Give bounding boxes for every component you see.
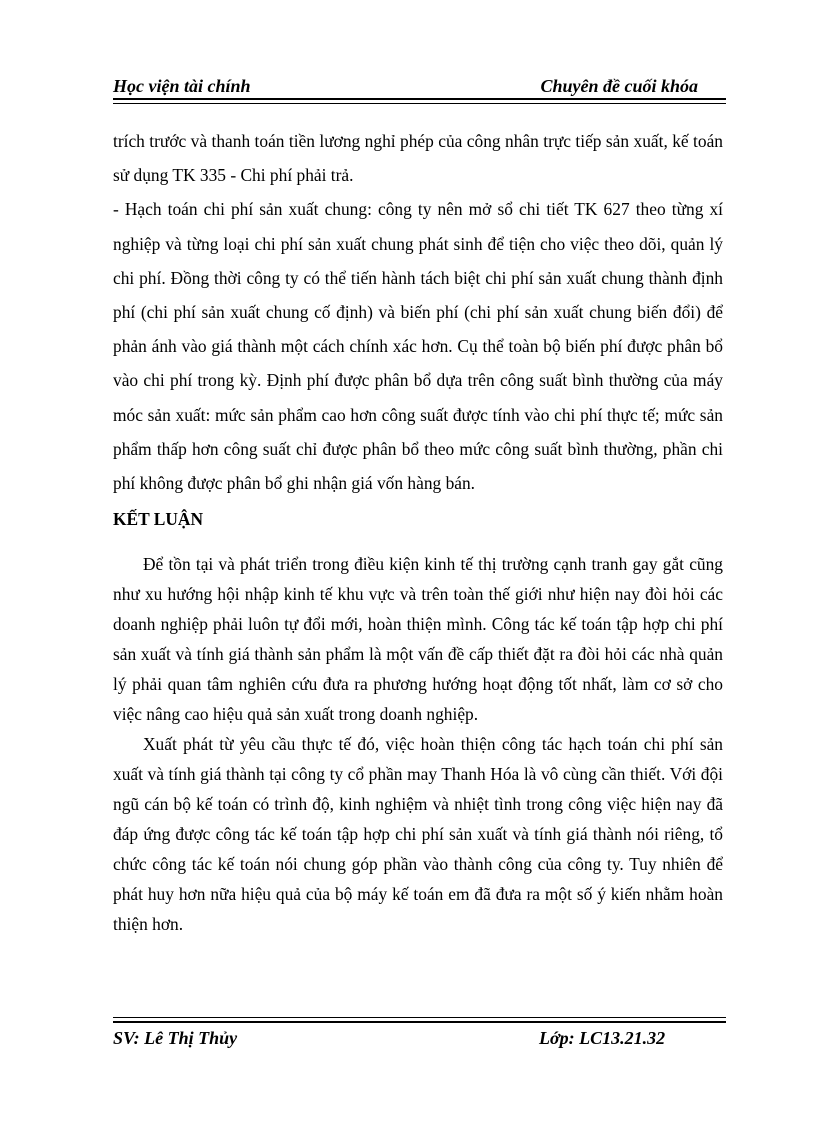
conclusion-section xyxy=(113,549,723,939)
body-paragraph: trích trước và thanh toán tiền lương nghỉ phép của công nhân trực tiếp sản xuất, kế toán sử dụng TK 335 - Chi phí phải trả. xyxy=(113,131,723,186)
recommendations-section xyxy=(113,124,723,500)
header-rule-thin xyxy=(113,103,726,104)
page-footer xyxy=(113,1028,726,1054)
header-rule-thick xyxy=(113,98,726,100)
header-document-type: Chuyên đề cuối khóa xyxy=(540,76,698,96)
conclusion-paragraph: Để tồn tại và phát triển trong điều kiện kinh tế thị trường cạnh tranh gay gắt cũng như xu hướng hội nhập kinh tế khu vực và trên toàn thế giới như hiện nay đòi hỏi các doanh nghiệp phải luôn tự đổi mới, hoàn thiện mình. Công tác kế toán tập hợp chi phí sản xuất và tính giá thành sản phẩm là một vấn đề cấp thiết đặt ra đòi hỏi các nhà quản lý phải quan tâm nghiên cứu đưa ra phương hướng hoạt động tốt nhất, làm cơ sở cho việc nâng cao hiệu quả sản xuất trong doanh nghiệp. xyxy=(113,554,723,725)
footer-rule-thick xyxy=(113,1021,726,1023)
conclusion-paragraph: Xuất phát từ yêu cầu thực tế đó, việc hoàn thiện công tác hạch toán chi phí sản xuất và tính giá thành tại công ty cổ phần may Thanh Hóa là vô cùng cần thiết. Với đội ngũ cán bộ kế toán có trình độ, kinh nghiệm và nhiệt tình trong công việc hiện nay đã đáp ứng được công tác kế toán tập hợp chi phí sản xuất và tính giá thành nói riêng, tổ chức công tác kế toán nói chung góp phần vào thành công của công ty. Tuy nhiên để phát huy hơn nữa hiệu quả của bộ máy kế toán em đã đưa ra một số ý kiến nhằm hoàn thiện hơn. xyxy=(113,734,723,935)
body-paragraph: - Hạch toán chi phí sản xuất chung: công ty nên mở sổ chi tiết TK 627 theo từng xí nghiệp và từng loại chi phí sản xuất chung phát sinh để tiện cho việc theo dõi, quản lý chi phí. Đồng thời công ty có thể tiến hành tách biệt chi phí sản xuất chung thành định phí (chi phí sản xuất chung cố định) và biến phí (chi phí sản xuất chung biến đổi) để phản ánh vào giá thành một cách chính xác hơn. Cụ thể toàn bộ biến phí được phân bổ vào chi phí trong kỳ. Định phí được phân bổ dựa trên công suất bình thường của máy móc sản xuất: mức sản phẩm cao hơn công suất được tính vào chi phí thực tế; mức sản phẩm thấp hơn công suất chỉ được phân bổ theo mức công suất bình thường, phần chi phí không được phân bổ ghi nhận giá vốn hàng bán. xyxy=(113,199,723,494)
header-institution: Học viện tài chính xyxy=(113,76,251,96)
footer-student: SV: Lê Thị Thủy xyxy=(113,1028,238,1048)
footer-rule-thin xyxy=(113,1017,726,1018)
section-heading: KẾT LUẬN xyxy=(113,509,204,530)
footer-class: Lớp: LC13.21.32 xyxy=(539,1028,666,1048)
page-content xyxy=(113,124,723,939)
